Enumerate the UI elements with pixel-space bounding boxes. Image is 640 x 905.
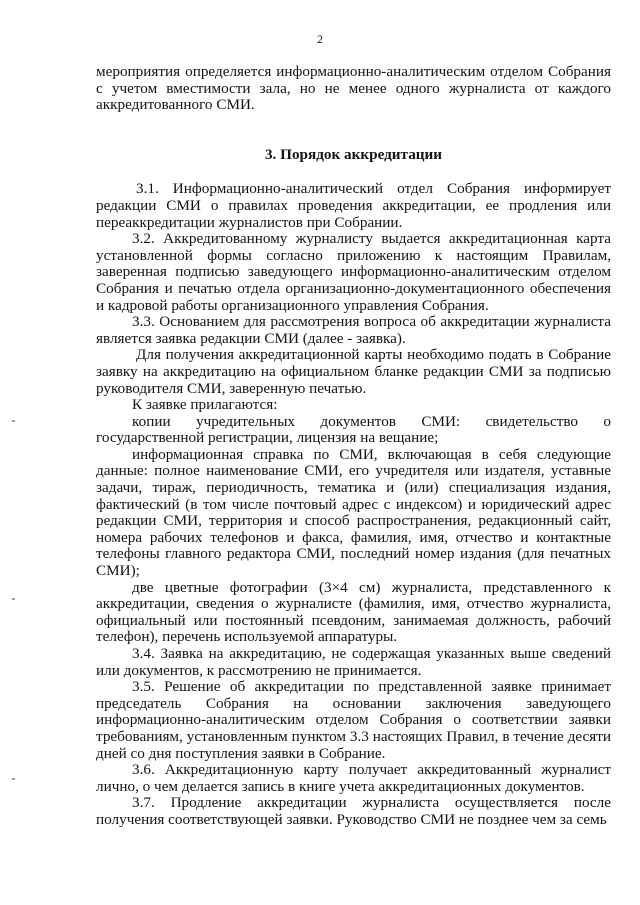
paragraph-3-1: 3.1. Информационно-аналитический отдел Собрания информирует редакции СМИ о правилах проведения аккредитации, ее продления или переаккредитации журналистов при Собрании. [96, 180, 611, 231]
paragraph-3-2: 3.2. Аккредитованному журналисту выдается аккредитационная карта установленной формы согласно приложению к настоящим Правилам, заверенная подписью заведующего информационно-аналитическим отделом Собрания и печатью отдела организационно-документационного обеспечения и кадровой работы организационного управления Собрания. [96, 230, 611, 314]
paragraph-3-6: 3.6. Аккредитационную карту получает аккредитованный журналист лично, о чем делается запись в книге учета аккредитационных документов. [96, 761, 611, 795]
paragraph-3-3: 3.3. Основанием для рассмотрения вопроса об аккредитации журналиста является заявка редакции СМИ (далее - заявка). [96, 313, 611, 347]
paragraph-application: Для получения аккредитационной карты необходимо подать в Собрание заявку на аккредитацию на официальном бланке редакции СМИ за подписью руководителя СМИ, заверенную печатью. [96, 346, 611, 397]
document-body [96, 64, 611, 829]
section-heading: 3. Порядок аккредитации [264, 145, 443, 163]
paragraph-3-7: 3.7. Продление аккредитации журналиста осуществляется после получения соответствующей заявки. Руководство СМИ не позднее чем за семь [96, 794, 611, 828]
page-number: 2 [317, 32, 323, 46]
attachment-item: информационная справка по СМИ, включающая в себя следующие данные: полное наименование СМИ, его учредителя или издателя, уставные задачи, тираж, периодичность, тематика и (или) специализация издания, фактический (в том числе почтовый адрес с индексом) и юридический адрес редакции СМИ, территория и способ распространения, редакционный сайт, номера рабочих телефонов и факса, фамилия, имя, отчество и контактные телефоны главного редактора СМИ, последний номер издания (для печатных СМИ); [96, 445, 611, 580]
attachment-item: две цветные фотографии (3×4 см) журналиста, представленного к аккредитации, сведения о журналисте (фамилия, имя, отчество журналиста, официальный или постоянный псевдоним, занимаемая должность, рабочий телефон), перечень используемой аппаратуры. [96, 578, 611, 646]
paragraph-attachments-intro: К заявке прилагаются: [132, 396, 278, 414]
margin-mark [12, 420, 15, 422]
paragraph-3-5: 3.5. Решение об аккредитации по представленной заявке принимает председатель Собрания на основании заключения заведующего информационно-аналитическим отделом Собрания о соответствии заявки требованиям, установленным пунктом 3.3 настоящих Правил, в течение десяти дней со дня поступления заявки в Собрание. [96, 678, 611, 762]
paragraph-continuation: мероприятия определяется информационно-аналитическим отделом Собрания с учетом вместимости зала, но не менее одного журналиста от каждого аккредитованного СМИ. [96, 63, 611, 114]
attachment-item: копии учредительных документов СМИ: свидетельство о государственной регистрации, лицензия на вещание; [96, 412, 611, 447]
margin-mark [12, 598, 15, 600]
paragraph-3-4: 3.4. Заявка на аккредитацию, не содержащая указанных выше сведений или документов, к рассмотрению не принимается. [96, 645, 611, 679]
margin-mark [12, 778, 15, 780]
